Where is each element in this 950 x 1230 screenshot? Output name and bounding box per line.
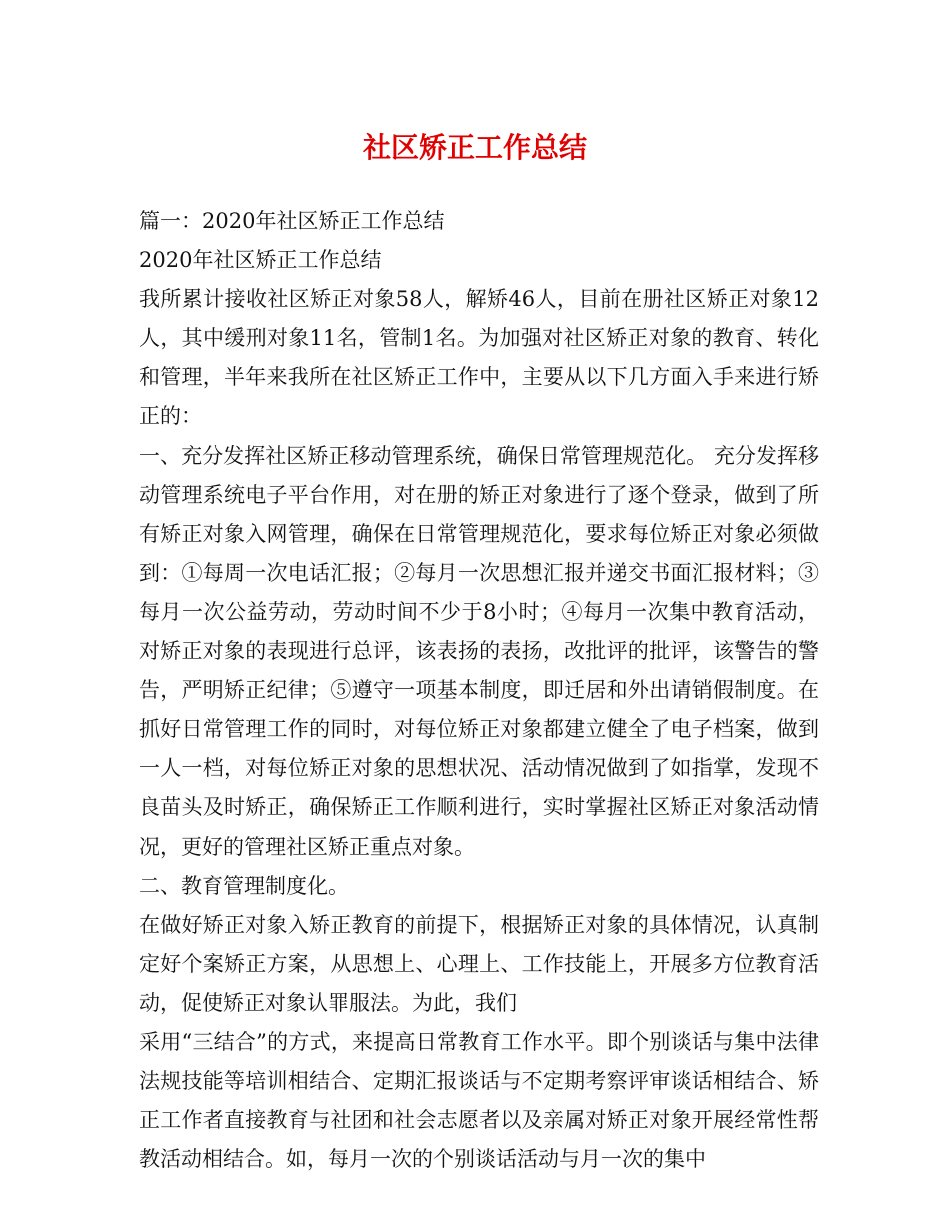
document-body (139, 202, 819, 1179)
section-heading: 篇一：2020年社区矫正工作总结 (139, 209, 445, 233)
subtitle-line: 2020年社区矫正工作总结 (139, 248, 382, 273)
section-heading: 二、教育管理制度化。 (139, 873, 349, 898)
body-paragraph: 在做好矫正对象入矫正教育的前提下，根据矫正对象的具体情况，认真制定好个案矫正方案，从思想上、心理上、工作技能上，开展多方位教育活动，促使矫正对象认罪服法。为此，我们 (139, 912, 819, 1015)
body-paragraph: 采用“三结合”的方式，来提高日常教育工作水平。即个别谈话与集中法律法规技能等培训相结合、定期汇报谈话与不定期考察评审谈话相结合、矫正工作者直接教育与社团和社会志愿者以及亲属对矫正对象开展经常性帮教活动相结合。如，每月一次的个别谈话活动与月一次的集中 (139, 1029, 819, 1172)
document-title: 社区矫正工作总结 (362, 131, 587, 164)
body-paragraph: 我所累计接收社区矫正对象58人，解矫46人，目前在册社区矫正对象12人，其中缓刑对象11名，管制1名。为加强对社区矫正对象的教育、转化和管理，半年来我所在社区矫正工作中，主要从以下几方面入手来进行矫正的： (139, 287, 819, 429)
body-paragraph: 一、充分发挥社区矫正移动管理系统，确保日常管理规范化。 充分发挥移动管理系统电子平台作用，对在册的矫正对象进行了逐个登录，做到了所有矫正对象入网管理，确保在日常管理规范化，要求每位矫正对象必须做到：①每周一次电话汇报；②每月一次思想汇报并递交书面汇报材料；③每月一次公益劳动，劳动时间不少于8小时；④每月一次集中教育活动，对矫正对象的表现进行总评，该表扬的表扬，改批评的批评，该警告的警告，严明矫正纪律；⑤遵守一项基本制度，即迁居和外出请销假制度。在抓好日常管理工作的同时，对每位矫正对象都建立健全了电子档案，做到一人一档，对每位矫正对象的思想状况、活动情况做到了如指掌，发现不良苗头及时矫正，确保矫正工作顺利进行，实时掌握社区矫正对象活动情况，更好的管理社区矫正重点对象。 (139, 443, 819, 859)
